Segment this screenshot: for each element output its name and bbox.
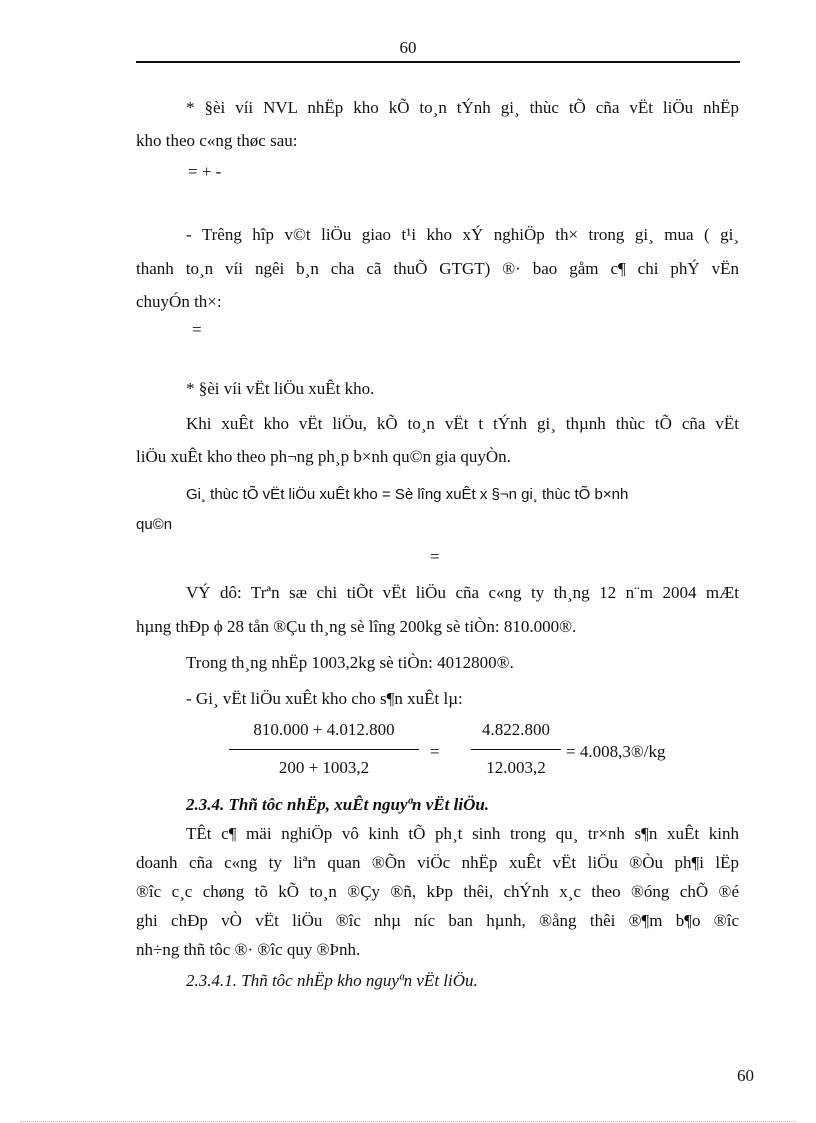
paragraph-example-line1: VÝ dô: Trªn sæ chi tiÕt vËt liÖu cña c«ng ty th¸ng 12 n¨m 2004 mÆt — [186, 583, 739, 602]
subsection-heading-import-procedure: 2.3.4.1. Thñ tôc nhËp kho nguyªn vËt liÖu. — [186, 971, 478, 990]
formula-export-price-line1: Gi¸ thùc tÕ vËt liÖu xuÊt kho = Sè lîng xuÊt x §¬n gi¸ thùc tÕ b×nh — [186, 486, 629, 503]
formula-export-equals: = — [430, 547, 440, 566]
calc-denominator-2: 12.003,2 — [486, 758, 546, 777]
paragraph-price-intro: - Gi¸ vËt liÖu xuÊt kho cho s¶n xuÊt lµ: — [186, 689, 463, 708]
paragraph-procedures-line1: TÊt c¶ mäi nghiÖp vô kinh tÕ ph¸t sinh trong qu¸ tr×nh s¶n xuÊt kinh — [186, 824, 739, 843]
footer-page-number: 60 — [737, 1066, 754, 1085]
calc-fraction-2 — [471, 720, 561, 778]
formula-export-price-line2: qu©n — [136, 516, 173, 533]
formula-delivery: = — [192, 320, 202, 339]
paragraph-export-heading: * §èi víi vËt liÖu xuÊt kho. — [186, 379, 375, 398]
header-page-number: 60 — [399, 38, 417, 57]
paragraph-delivery-line1: - Trêng hîp v©t liÖu giao t¹i kho xÝ nghiÖp th× trong gi¸ mua ( gi¸ — [186, 225, 739, 244]
paragraph-procedures-line2: doanh cña c«ng ty liªn quan ®Õn viÖc nhËp xuÊt vËt liÖu ®Òu ph¶i lËp — [136, 853, 739, 872]
calc-fraction-1 — [229, 720, 419, 778]
paragraph-nvl-import-line1: * §èi víi NVL nhËp kho kÕ to¸n tÝnh gi¸ thùc tÕ cña vËt liÖu nhËp — [186, 98, 739, 117]
paragraph-procedures-line5: nh÷ng thñ tôc ®· ®îc quy ®Þnh. — [136, 940, 361, 959]
paragraph-nvl-import-line2: kho theo c«ng thøc sau: — [136, 131, 298, 150]
fraction-bar-2 — [471, 749, 561, 750]
paragraph-example-line2: hµng thÐp ϕ 28 tån ®Çu th¸ng sè lîng 200kg sè tiÒn: 810.000®. — [136, 617, 577, 636]
section-heading-procedures: 2.3.4. Thñ tôc nhËp, xuÊt nguyªn vËt liÖu. — [186, 795, 490, 814]
paragraph-month-import: Trong th¸ng nhËp 1003,2kg sè tiÒn: 4012800®. — [186, 653, 514, 672]
paragraph-delivery-line3: chuyÓn th×: — [136, 292, 222, 311]
calc-result: = 4.008,3®/kg — [566, 742, 666, 761]
fraction-bar-1 — [229, 749, 419, 750]
calc-numerator-2: 4.822.800 — [482, 720, 550, 739]
calc-equals-1: = — [430, 742, 440, 761]
paragraph-export-method-line2: liÖu xuÊt kho theo ph¬ng ph¸p b×nh qu©n gia quyÒn. — [136, 447, 511, 466]
paragraph-procedures-line4: ghi chÐp vÒ vËt liÖu ®îc nhµ níc ban hµnh, ®ång thêi ®¶m b¶o ®îc — [136, 911, 739, 930]
calc-denominator-1: 200 + 1003,2 — [278, 758, 370, 777]
page-bottom-border — [20, 1121, 796, 1122]
calc-numerator-1: 810.000 + 4.012.800 — [253, 720, 395, 739]
formula-import: = + - — [188, 162, 222, 181]
paragraph-procedures-line3: ®îc c¸c chøng tõ kÕ to¸n ®Çy ®ñ, kÞp thêi, chÝnh x¸c theo ®óng chÕ ®é — [136, 882, 739, 901]
header-rule — [136, 61, 740, 63]
paragraph-export-method-line1: Khi xuÊt kho vËt liÖu, kÕ to¸n vËt t tÝnh gi¸ thµnh thùc tÕ cña vËt — [186, 414, 739, 433]
paragraph-delivery-line2: thanh to¸n víi ngêi b¸n cha cã thuÕ GTGT) ®· bao gåm c¶ chi phÝ vËn — [136, 259, 739, 278]
